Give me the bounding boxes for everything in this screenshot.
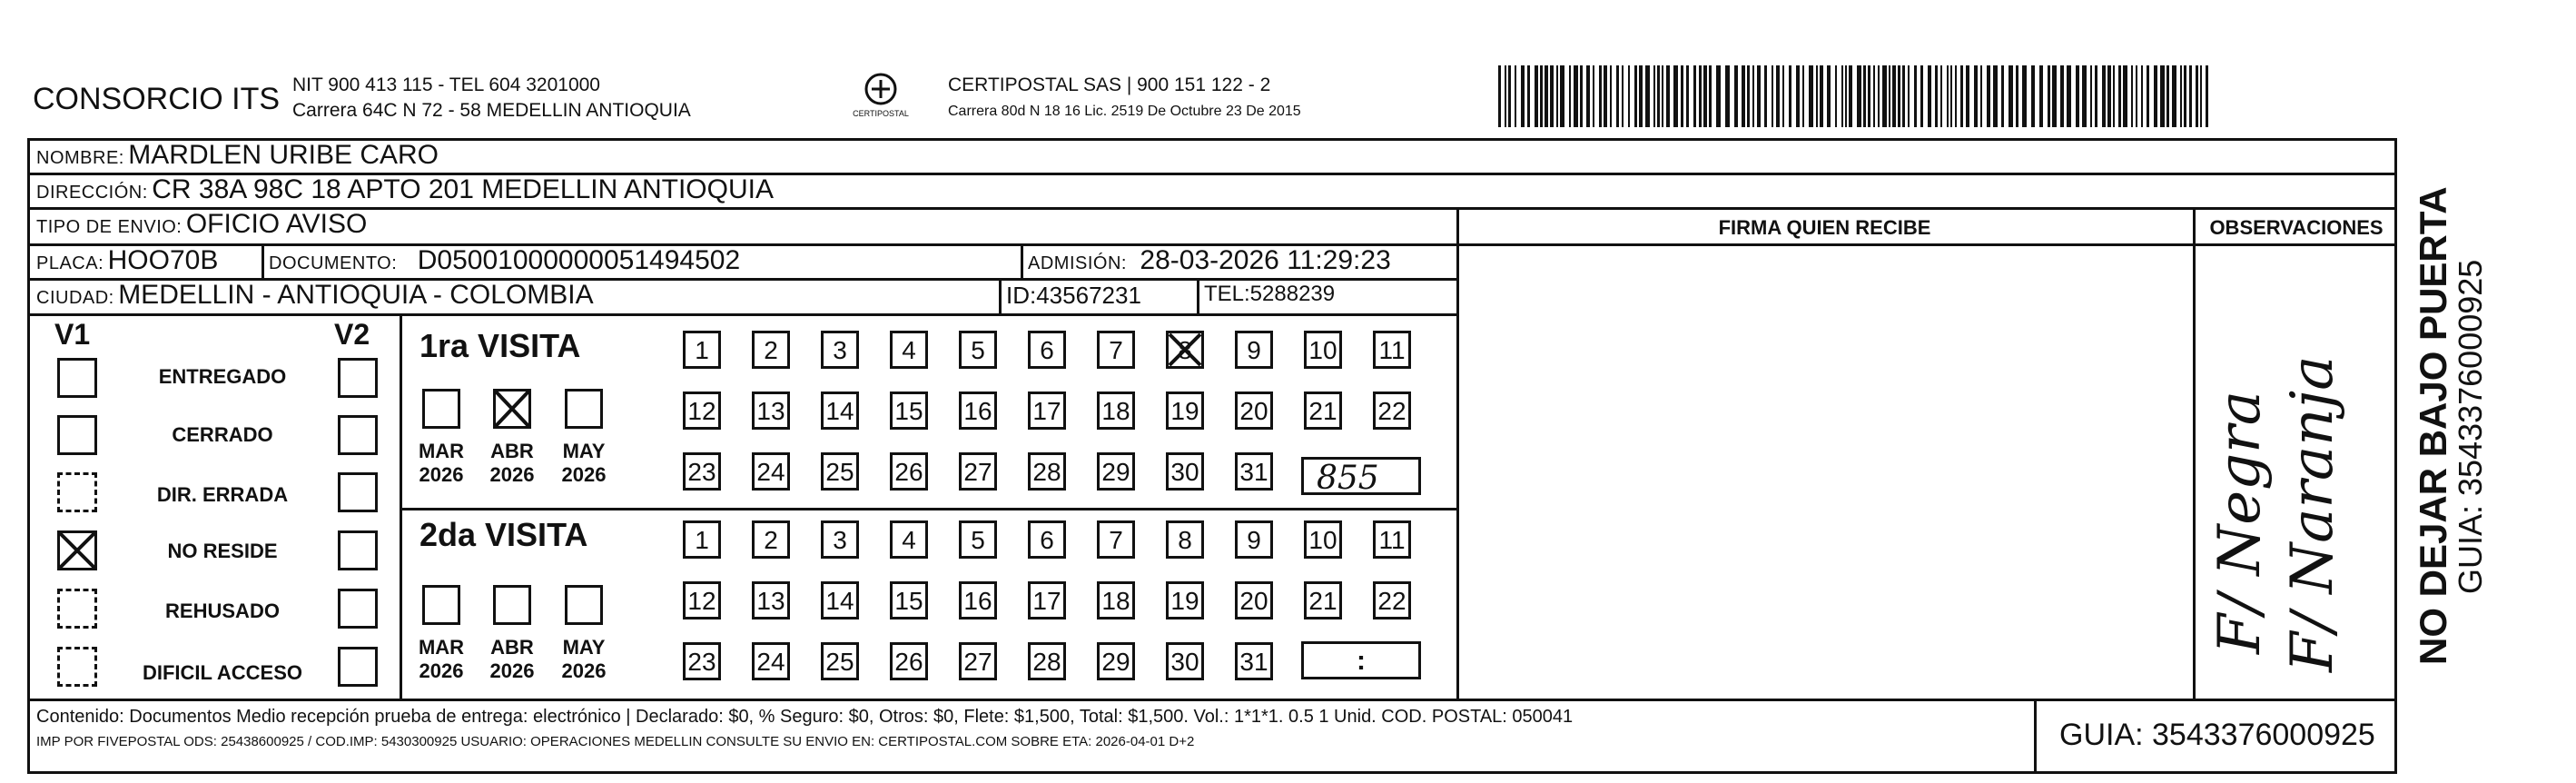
first-visit-day-26[interactable]: 26 xyxy=(890,452,928,491)
barcode xyxy=(1498,65,2216,127)
first-visit-day-12[interactable]: 12 xyxy=(683,392,721,430)
company-address: Carrera 64C N 72 - 58 MEDELLIN ANTIOQUIA xyxy=(292,100,691,121)
nombre-field xyxy=(36,140,439,171)
company-nit: NIT 900 413 115 - TEL 604 3201000 xyxy=(292,74,600,95)
first-visit-time-box[interactable] xyxy=(1301,457,1421,495)
first-visit-title: 1ra VISITA xyxy=(419,327,581,364)
first-visit-day-22[interactable]: 22 xyxy=(1373,392,1411,430)
v1-entregado-checkbox[interactable] xyxy=(57,358,97,398)
nombre-label: NOMBRE: xyxy=(36,148,124,168)
second-visit-day-15[interactable]: 15 xyxy=(890,581,928,619)
second-visit-day-7[interactable]: 7 xyxy=(1097,520,1135,559)
nombre-value: MARDLEN URIBE CARO xyxy=(128,140,439,170)
option-dificil-acceso: DIFICIL ACCESO xyxy=(142,661,302,684)
second-visit-day-24[interactable]: 24 xyxy=(752,642,790,680)
first-visit-day-19[interactable]: 19 xyxy=(1166,392,1204,430)
v2-dificil-acceso-checkbox[interactable] xyxy=(338,647,378,687)
checked-x-icon xyxy=(493,389,531,429)
option-dir-errada: DIR. ERRADA xyxy=(156,483,289,506)
first-visit-day-18[interactable]: 18 xyxy=(1097,392,1135,430)
second-visit-day-21[interactable]: 21 xyxy=(1304,581,1342,619)
first-visit-day-30[interactable]: 30 xyxy=(1166,452,1204,491)
direccion-value: CR 38A 98C 18 APTO 201 MEDELLIN ANTIOQUIA xyxy=(152,174,774,204)
first-month-may-checkbox[interactable] xyxy=(565,389,603,429)
tipo-label: TIPO DE ENVIO: xyxy=(36,217,183,237)
second-visit-day-9[interactable]: 9 xyxy=(1235,520,1273,559)
v2-cerrado-checkbox[interactable] xyxy=(338,415,378,455)
second-month-abr-label: ABR 2026 xyxy=(489,636,535,682)
first-visit-day-9[interactable]: 9 xyxy=(1235,331,1273,369)
handwritten-note-2: F/ Naranja xyxy=(2279,355,2346,672)
second-month-mar-checkbox[interactable] xyxy=(422,585,460,625)
v2-rehusado-checkbox[interactable] xyxy=(338,589,378,629)
option-no-reside: NO RESIDE xyxy=(167,540,278,562)
option-entregado: ENTREGADO xyxy=(158,365,287,388)
firma-label: FIRMA QUIEN RECIBE xyxy=(1718,216,1931,239)
first-visit-day-21[interactable]: 21 xyxy=(1304,392,1342,430)
admision-value: 28-03-2026 11:29:23 xyxy=(1140,245,1391,275)
option-cerrado: CERRADO xyxy=(172,423,273,446)
direccion-label: DIRECCIÓN: xyxy=(36,183,148,203)
second-month-abr-checkbox[interactable] xyxy=(493,585,531,625)
second-visit-day-20[interactable]: 20 xyxy=(1235,581,1273,619)
second-visit-day-26[interactable]: 26 xyxy=(890,642,928,680)
certipostal-logo xyxy=(844,71,917,125)
first-visit-day-2[interactable]: 2 xyxy=(752,331,790,369)
v1-header: V1 xyxy=(54,318,91,351)
first-visit-day-11[interactable]: 11 xyxy=(1373,331,1411,369)
side-guia: GUIA: 3543376000925 xyxy=(2452,259,2489,594)
first-visit-day-23[interactable]: 23 xyxy=(683,452,721,491)
v2-no-reside-checkbox[interactable] xyxy=(338,530,378,570)
admision-label: ADMISIÓN: xyxy=(1028,253,1127,273)
logo-caption: CERTIPOSTAL xyxy=(853,109,909,118)
option-rehusado: REHUSADO xyxy=(165,600,280,622)
tel-value: TEL:5288239 xyxy=(1204,282,1336,306)
footer-imp: IMP POR FIVEPOSTAL ODS: 25438600925 / COD.IMP: 5430300925 USUARIO: OPERACIONES MEDELLIN CONSULTE SU ENVIO EN: CERTIPOSTAL.COM SOBRE ETA: 2026-04-01 D+2 xyxy=(36,734,1195,749)
documento-label: DOCUMENTO: xyxy=(269,253,398,273)
second-month-mar-label: MAR 2026 xyxy=(418,636,465,682)
placa-field xyxy=(36,245,218,276)
second-visit-day-10[interactable]: 10 xyxy=(1304,520,1342,559)
first-month-abr-checkbox[interactable] xyxy=(493,389,531,429)
placa-label: PLACA: xyxy=(36,253,104,273)
first-visit-day-4[interactable]: 4 xyxy=(890,331,928,369)
first-visit-day-16[interactable]: 16 xyxy=(959,392,997,430)
v1-no-reside-checkbox[interactable] xyxy=(57,530,97,570)
second-visit-day-2[interactable]: 2 xyxy=(752,520,790,559)
v2-header: V2 xyxy=(334,318,370,351)
ciudad-field xyxy=(36,280,594,311)
first-visit-day-8[interactable]: 8 xyxy=(1166,331,1204,369)
second-visit-title: 2da VISITA xyxy=(419,516,588,553)
first-visit-day-25[interactable]: 25 xyxy=(821,452,859,491)
first-month-may-label: MAY 2026 xyxy=(561,440,607,486)
first-month-abr-label: ABR 2026 xyxy=(489,440,535,486)
second-visit-day-13[interactable]: 13 xyxy=(752,581,790,619)
second-visit-day-28[interactable]: 28 xyxy=(1028,642,1066,680)
first-visit-day-24[interactable]: 24 xyxy=(752,452,790,491)
second-visit-day-22[interactable]: 22 xyxy=(1373,581,1411,619)
v2-entregado-checkbox[interactable] xyxy=(338,358,378,398)
second-visit-day-29[interactable]: 29 xyxy=(1097,642,1135,680)
second-visit-day-17[interactable]: 17 xyxy=(1028,581,1066,619)
second-visit-day-25[interactable]: 25 xyxy=(821,642,859,680)
ciudad-label: CIUDAD: xyxy=(36,288,114,308)
side-notice: NO DEJAR BAJO PUERTA xyxy=(2412,186,2454,665)
second-visit-time-box[interactable] xyxy=(1301,641,1421,679)
first-visit-day-1[interactable]: 1 xyxy=(683,331,721,369)
first-visit-day-29[interactable]: 29 xyxy=(1097,452,1135,491)
tipo-field xyxy=(36,209,367,240)
second-visit-day-4[interactable]: 4 xyxy=(890,520,928,559)
admision-field xyxy=(1028,245,1391,276)
first-visit-day-7[interactable]: 7 xyxy=(1097,331,1135,369)
company-name: CONSORCIO ITS xyxy=(33,82,281,116)
courier-name: CERTIPOSTAL SAS | 900 151 122 - 2 xyxy=(948,74,1271,95)
first-visit-day-17[interactable]: 17 xyxy=(1028,392,1066,430)
first-visit-day-3[interactable]: 3 xyxy=(821,331,859,369)
second-visit-time-text: : xyxy=(1357,646,1366,676)
v2-dir-errada-checkbox[interactable] xyxy=(338,472,378,512)
footer-contenido: Contenido: Documentos Medio recepción prueba de entrega: electrónico | Declarado: $0, % Seguro: $0, Otros: $0, Flete: $1,500, Total: $1,500. Vol.: 1*1*1. 0.5 1 Unid. COD. POSTAL: 050041 xyxy=(36,707,1574,727)
v1-cerrado-checkbox[interactable] xyxy=(57,415,97,455)
footer-guia: GUIA: 3543376000925 xyxy=(2059,718,2375,752)
second-visit-day-30[interactable]: 30 xyxy=(1166,642,1204,680)
second-visit-day-11[interactable]: 11 xyxy=(1373,520,1411,559)
v1-rehusado-checkbox[interactable] xyxy=(57,589,97,629)
first-visit-day-31[interactable]: 31 xyxy=(1235,452,1273,491)
first-visit-day-5[interactable]: 5 xyxy=(959,331,997,369)
first-visit-day-13[interactable]: 13 xyxy=(752,392,790,430)
first-visit-day-6[interactable]: 6 xyxy=(1028,331,1066,369)
second-visit-day-19[interactable]: 19 xyxy=(1166,581,1204,619)
v1-dificil-acceso-checkbox[interactable] xyxy=(57,647,97,687)
second-visit-day-27[interactable]: 27 xyxy=(959,642,997,680)
second-visit-day-23[interactable]: 23 xyxy=(683,642,721,680)
placa-value: HOO70B xyxy=(107,245,219,275)
second-visit-day-1[interactable]: 1 xyxy=(683,520,721,559)
second-visit-day-14[interactable]: 14 xyxy=(821,581,859,619)
first-month-mar-checkbox[interactable] xyxy=(422,389,460,429)
second-month-may-checkbox[interactable] xyxy=(565,585,603,625)
second-visit-day-8[interactable]: 8 xyxy=(1166,520,1204,559)
second-visit-day-6[interactable]: 6 xyxy=(1028,520,1066,559)
first-visit-day-28[interactable]: 28 xyxy=(1028,452,1066,491)
checked-x-icon xyxy=(57,530,97,570)
second-visit-day-31[interactable]: 31 xyxy=(1235,642,1273,680)
second-visit-day-3[interactable]: 3 xyxy=(821,520,859,559)
first-visit-day-27[interactable]: 27 xyxy=(959,452,997,491)
first-visit-day-15[interactable]: 15 xyxy=(890,392,928,430)
documento-field xyxy=(269,245,740,276)
tipo-value: OFICIO AVISO xyxy=(185,209,368,239)
handwritten-note-1: F/ Negra xyxy=(2206,391,2274,654)
second-visit-day-5[interactable]: 5 xyxy=(959,520,997,559)
first-visit-day-14[interactable]: 14 xyxy=(821,392,859,430)
second-visit-day-16[interactable]: 16 xyxy=(959,581,997,619)
direccion-field xyxy=(36,174,774,205)
first-visit-day-10[interactable]: 10 xyxy=(1304,331,1342,369)
first-visit-time-text: 855 xyxy=(1317,460,1379,497)
second-visit-day-12[interactable]: 12 xyxy=(683,581,721,619)
second-month-may-label: MAY 2026 xyxy=(561,636,607,682)
observaciones-label: OBSERVACIONES xyxy=(2209,216,2384,239)
second-visit-day-18[interactable]: 18 xyxy=(1097,581,1135,619)
ciudad-value: MEDELLIN - ANTIOQUIA - COLOMBIA xyxy=(118,280,594,310)
id-value: ID:43567231 xyxy=(1006,282,1141,309)
first-visit-day-20[interactable]: 20 xyxy=(1235,392,1273,430)
documento-value: D05001000000051494502 xyxy=(417,245,741,275)
courier-address: Carrera 80d N 18 16 Lic. 2519 De Octubre 23 De 2015 xyxy=(948,104,1301,119)
first-month-mar-label: MAR 2026 xyxy=(418,440,465,486)
v1-dir-errada-checkbox[interactable] xyxy=(57,472,97,512)
